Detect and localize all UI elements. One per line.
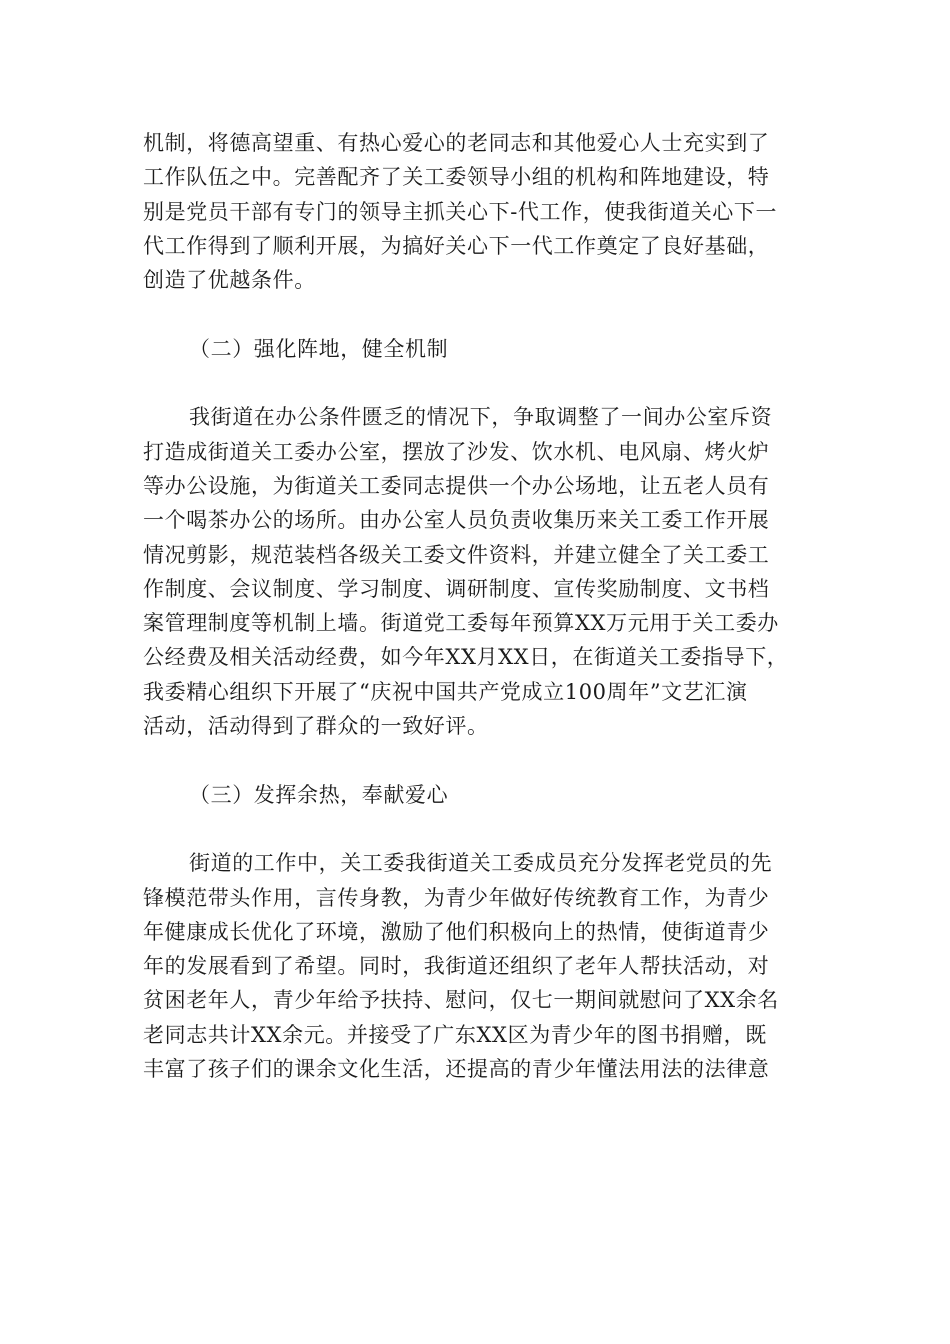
text-line: 我街道在办公条件匮乏的情况下，争取调整了一间办公室斥资 (189, 405, 773, 430)
text-line: 代工作得到了顺利开展，为搞好关心下一代工作奠定了良好基础， (143, 233, 770, 258)
text-line: 公经费及相关活动经费，如今年XX月XX日，在街道关工委指导下， (143, 645, 789, 670)
paragraph-gap (143, 812, 803, 846)
text-line: 工作队伍之中。完善配齐了关工委领导小组的机构和阵地建设，特 (143, 165, 770, 190)
text-line: 案管理制度等机制上墙。街道党工委每年预算XX万元用于关工委办 (143, 611, 779, 636)
paragraph-continuation (143, 126, 803, 297)
body-paragraph (143, 400, 803, 743)
text-line: 打造成街道关工委办公室，摆放了沙发、饮水机、电风扇、烤火炉 (143, 439, 770, 464)
text-line: 机制，将德高望重、有热心爱心的老同志和其他爱心人士充实到了 (143, 131, 770, 155)
text-line: 贫困老年人，青少年给予扶持、慰问，仅七一期间就慰问了XX余名 (143, 988, 779, 1013)
text-line: 锋模范带头作用，言传身教，为青少年做好传统教育工作，为青少 (143, 885, 770, 910)
paragraph-gap (143, 743, 803, 777)
paragraph-gap (143, 297, 803, 331)
text-line: 创造了优越条件。 (143, 268, 316, 293)
text-line: 丰富了孩子们的课余文化生活，还提高的青少年懂法用法的法律意 (143, 1057, 770, 1082)
text-line: 我委精心组织下开展了“庆祝中国共产党成立100周年”文艺汇演 (143, 679, 748, 704)
text-line: 街道的工作中，关工委我街道关工委成员充分发挥老党员的先 (189, 851, 773, 876)
section-heading (143, 778, 803, 812)
section-heading (143, 332, 803, 366)
heading-text: （二）强化阵地，健全机制 (189, 336, 449, 361)
heading-text: （三）发挥余热，奉献爱心 (189, 782, 449, 807)
document-body (143, 126, 803, 1086)
body-paragraph (143, 846, 803, 1086)
text-line: 别是党员干部有专门的领导主抓关心下-代工作，使我街道关心下一 (143, 199, 778, 224)
text-line: 等办公设施，为街道关工委同志提供一个办公场地，让五老人员有 (143, 473, 770, 498)
text-line: 作制度、会议制度、学习制度、调研制度、宣传奖励制度、文书档 (143, 576, 770, 601)
text-line: 年健康成长优化了环境，激励了他们积极向上的热情，使街道青少 (143, 919, 770, 944)
text-line: 年的发展看到了希望。同时，我街道还组织了老年人帮扶活动，对 (143, 954, 770, 979)
paragraph-gap (143, 366, 803, 400)
text-line: 一个喝茶办公的场所。由办公室人员负责收集历来关工委工作开展 (143, 508, 770, 533)
text-line: 情况剪影，规范装档各级关工委文件资料，并建立健全了关工委工 (143, 542, 770, 567)
text-line: 老同志共计XX余元。并接受了广东XX区为青少年的图书捐赠，既 (143, 1022, 767, 1047)
text-line: 活动，活动得到了群众的一致好评。 (143, 714, 489, 739)
